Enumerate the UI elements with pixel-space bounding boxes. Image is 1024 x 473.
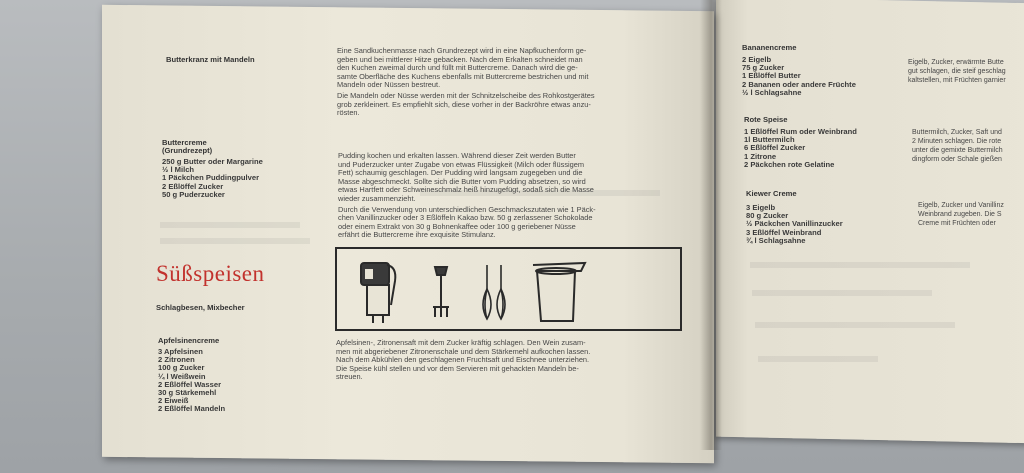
- rote-speise-ingredients: [744, 128, 857, 169]
- show-through: [758, 356, 878, 362]
- text-line: samte Oberfläche des Kuchens ebenfalls mit Buttercreme bestrichen und mit: [337, 71, 589, 81]
- buttercreme-ingredients: [162, 158, 263, 199]
- text-line: Masse abgeschmeckt. Sollte sich die Butter vom Pudding absetzen, so wird: [338, 176, 586, 186]
- ingredient: 250 g Butter oder Margarine: [162, 157, 263, 166]
- ingredient: 2 Päckchen rote Gelatine: [744, 159, 835, 169]
- text-line: grob zerkleinert. Es empfiehlt sich, diese vorher in der Backröhre etwas anzu-: [337, 99, 591, 109]
- apfelsinencreme-ingredients: [158, 348, 225, 414]
- ingredient: ½ l Milch: [162, 165, 195, 175]
- text-line: geben und bei mittlerer Hitze gebacken. Nach dem Erkalten schneidet man: [337, 54, 583, 64]
- ingredient: 75 g Zucker: [742, 63, 785, 73]
- text-line: erfährt die Buttercreme ihre exquisite Stimulanz.: [338, 230, 496, 240]
- rote-speise-text: [912, 128, 1024, 164]
- text-line: gut schlagen, die steif geschlag: [908, 68, 1006, 75]
- ingredient: ¾ l Schlagsahne: [746, 235, 806, 245]
- recipe-title-butterkranz: Butterkranz mit Mandeln: [166, 55, 255, 64]
- recipe-title-kiewer-creme: Kiewer Creme: [746, 189, 797, 198]
- text-line: Eigelb, Zucker und Vanillinz: [918, 202, 1004, 209]
- text-line: Weinbrand zugeben. Die S: [918, 211, 1002, 218]
- section-title: Süßspeisen: [156, 261, 265, 286]
- text-line: Mandeln oder Nüssen bestreut.: [337, 80, 441, 90]
- ingredient: 2 Eigelb: [742, 55, 772, 64]
- ingredient: 1 Eßlöffel Butter: [742, 71, 801, 81]
- ingredient: 3 Eßlöffel Weinbrand: [746, 227, 822, 237]
- ingredient: 2 Eßlöffel Mandeln: [158, 404, 226, 414]
- ingredient: 80 g Zucker: [746, 211, 789, 221]
- text-line: chen Vanillinzucker oder 3 Eßlöffeln Kakao bzw. 50 g zerlassener Schokolade: [338, 213, 593, 223]
- text-line: Buttermilch, Zucker, Saft und: [912, 129, 1002, 136]
- text-line: Pudding kochen und erkalten lassen. Während dieser Zeit werden Butter: [338, 151, 576, 160]
- ingredient: 2 Bananen oder andere Früchte: [742, 79, 856, 89]
- show-through: [160, 238, 310, 244]
- text-line: kaltstellen, mit Früchten garnier: [908, 77, 1006, 84]
- text-line: Durch die Verwendung von unterschiedlichen Geschmackszutaten wie 1 Päck-: [338, 204, 596, 214]
- book-gutter: [700, 0, 722, 450]
- text-line: wieder zusammenzieht.: [338, 193, 416, 203]
- text-line: men mit abgeriebener Zitronenschale und dem Stärkemehl aufkochen lassen.: [336, 346, 591, 356]
- ingredient: ½ Päckchen Vanillinzucker: [746, 219, 843, 229]
- show-through: [750, 262, 970, 268]
- text-line: Fett) schaumig geschlagen. Der Pudding wird langsam zugegeben und die: [338, 168, 583, 178]
- text-line: den Kuchen zweimal durch und füllt mit Buttercreme. Danach wird die ge-: [337, 63, 578, 73]
- ingredient: ¼ l Weißwein: [158, 371, 206, 381]
- ingredient: 1l Buttermilch: [744, 135, 795, 145]
- ingredient: 30 g Stärkemehl: [158, 388, 217, 398]
- hand-mixer-icon: [361, 263, 395, 323]
- text-line: Nach dem Abkühlen den geschlagenen Fruchtsaft und Eischnee unterziehen.: [336, 355, 590, 365]
- mixing-beaker-icon: [533, 263, 585, 321]
- butterkranz-text: [337, 47, 677, 118]
- hand-blender-icon: [433, 267, 449, 317]
- ingredient: 3 Eigelb: [746, 203, 776, 212]
- show-through: [752, 290, 932, 296]
- recipe-title-bananencreme: Bananencreme: [742, 43, 797, 52]
- whisk-attachments-icon: [483, 265, 505, 319]
- buttercreme-text: [338, 152, 678, 240]
- text-line: oder einem Extrakt von 30 g Bohnenkaffee oder 100 g geriebener Nüsse: [338, 221, 576, 231]
- kiewer-creme-ingredients: [746, 204, 843, 245]
- text-line: Creme mit Früchten oder: [918, 220, 996, 227]
- appliance-pictogram: [337, 249, 680, 329]
- ingredient: 100 g Zucker: [158, 363, 205, 373]
- bananencreme-text: [908, 58, 1024, 85]
- appliance-pictogram-box: [335, 247, 682, 331]
- bananencreme-ingredients: [742, 56, 856, 97]
- show-through: [160, 222, 300, 228]
- text-line: und Puderzucker unter Zugabe von etwas Flüssigkeit (Milch oder flüssigem: [338, 159, 585, 169]
- apfelsinencreme-text: [336, 339, 680, 382]
- tools-label: Schlagbesen, Mixbecher: [156, 303, 245, 312]
- text-line: Eine Sandkuchenmasse nach Grundrezept wird in eine Napfkuchenform ge-: [337, 46, 587, 55]
- kiewer-creme-text: [918, 201, 1024, 228]
- ingredient: 1 Eßlöffel Rum oder Weinbrand: [744, 127, 857, 136]
- ingredient: 2 Eßlöffel Zucker: [162, 181, 224, 191]
- recipe-subtitle: (Grundrezept): [162, 146, 213, 155]
- ingredient: 50 g Puderzucker: [162, 189, 225, 199]
- recipe-title-buttercreme: Buttercreme: [162, 138, 207, 147]
- text-line: rösten.: [337, 108, 360, 118]
- text-line: streuen.: [336, 372, 363, 382]
- text-line: unter die gemixte Buttermilch: [912, 147, 1003, 154]
- text-line: Die Mandeln oder Nüsse werden mit der Schnitzelscheibe des Rohkostgerätes: [337, 90, 595, 100]
- text-line: Apfelsinen-, Zitronensaft mit dem Zucker kräftig schlagen. Den Wein zusam-: [336, 338, 586, 347]
- text-line: etwas Hartfett oder Schweineschmalz heiß hinzugefügt, sodaß sich die Masse: [338, 185, 594, 195]
- recipe-title-apfelsinencreme: Apfelsinencreme: [158, 336, 220, 345]
- ingredient: 2 Eiweiß: [158, 396, 189, 406]
- show-through: [755, 322, 955, 328]
- ingredient: ½ l Schlagsahne: [742, 87, 802, 97]
- ingredient: 2 Eßlöffel Wasser: [158, 379, 222, 389]
- text-line: dingform oder Schale gießen: [912, 156, 1002, 163]
- ingredient: 1 Zitrone: [744, 151, 777, 161]
- text-line: Die Speise kühl stellen und vor dem Servieren mit gehackten Mandeln be-: [336, 363, 579, 373]
- recipe-title-rote-speise: Rote Speise: [744, 115, 788, 124]
- ingredient: 3 Apfelsinen: [158, 347, 203, 356]
- ingredient: 2 Zitronen: [158, 355, 195, 365]
- ingredient: 1 Päckchen Puddingpulver: [162, 173, 260, 183]
- text-line: 2 Minuten schlagen. Die rote: [912, 138, 1002, 145]
- text-line: Eigelb, Zucker, erwärmte Butte: [908, 59, 1004, 66]
- ingredient: 6 Eßlöffel Zucker: [744, 143, 806, 153]
